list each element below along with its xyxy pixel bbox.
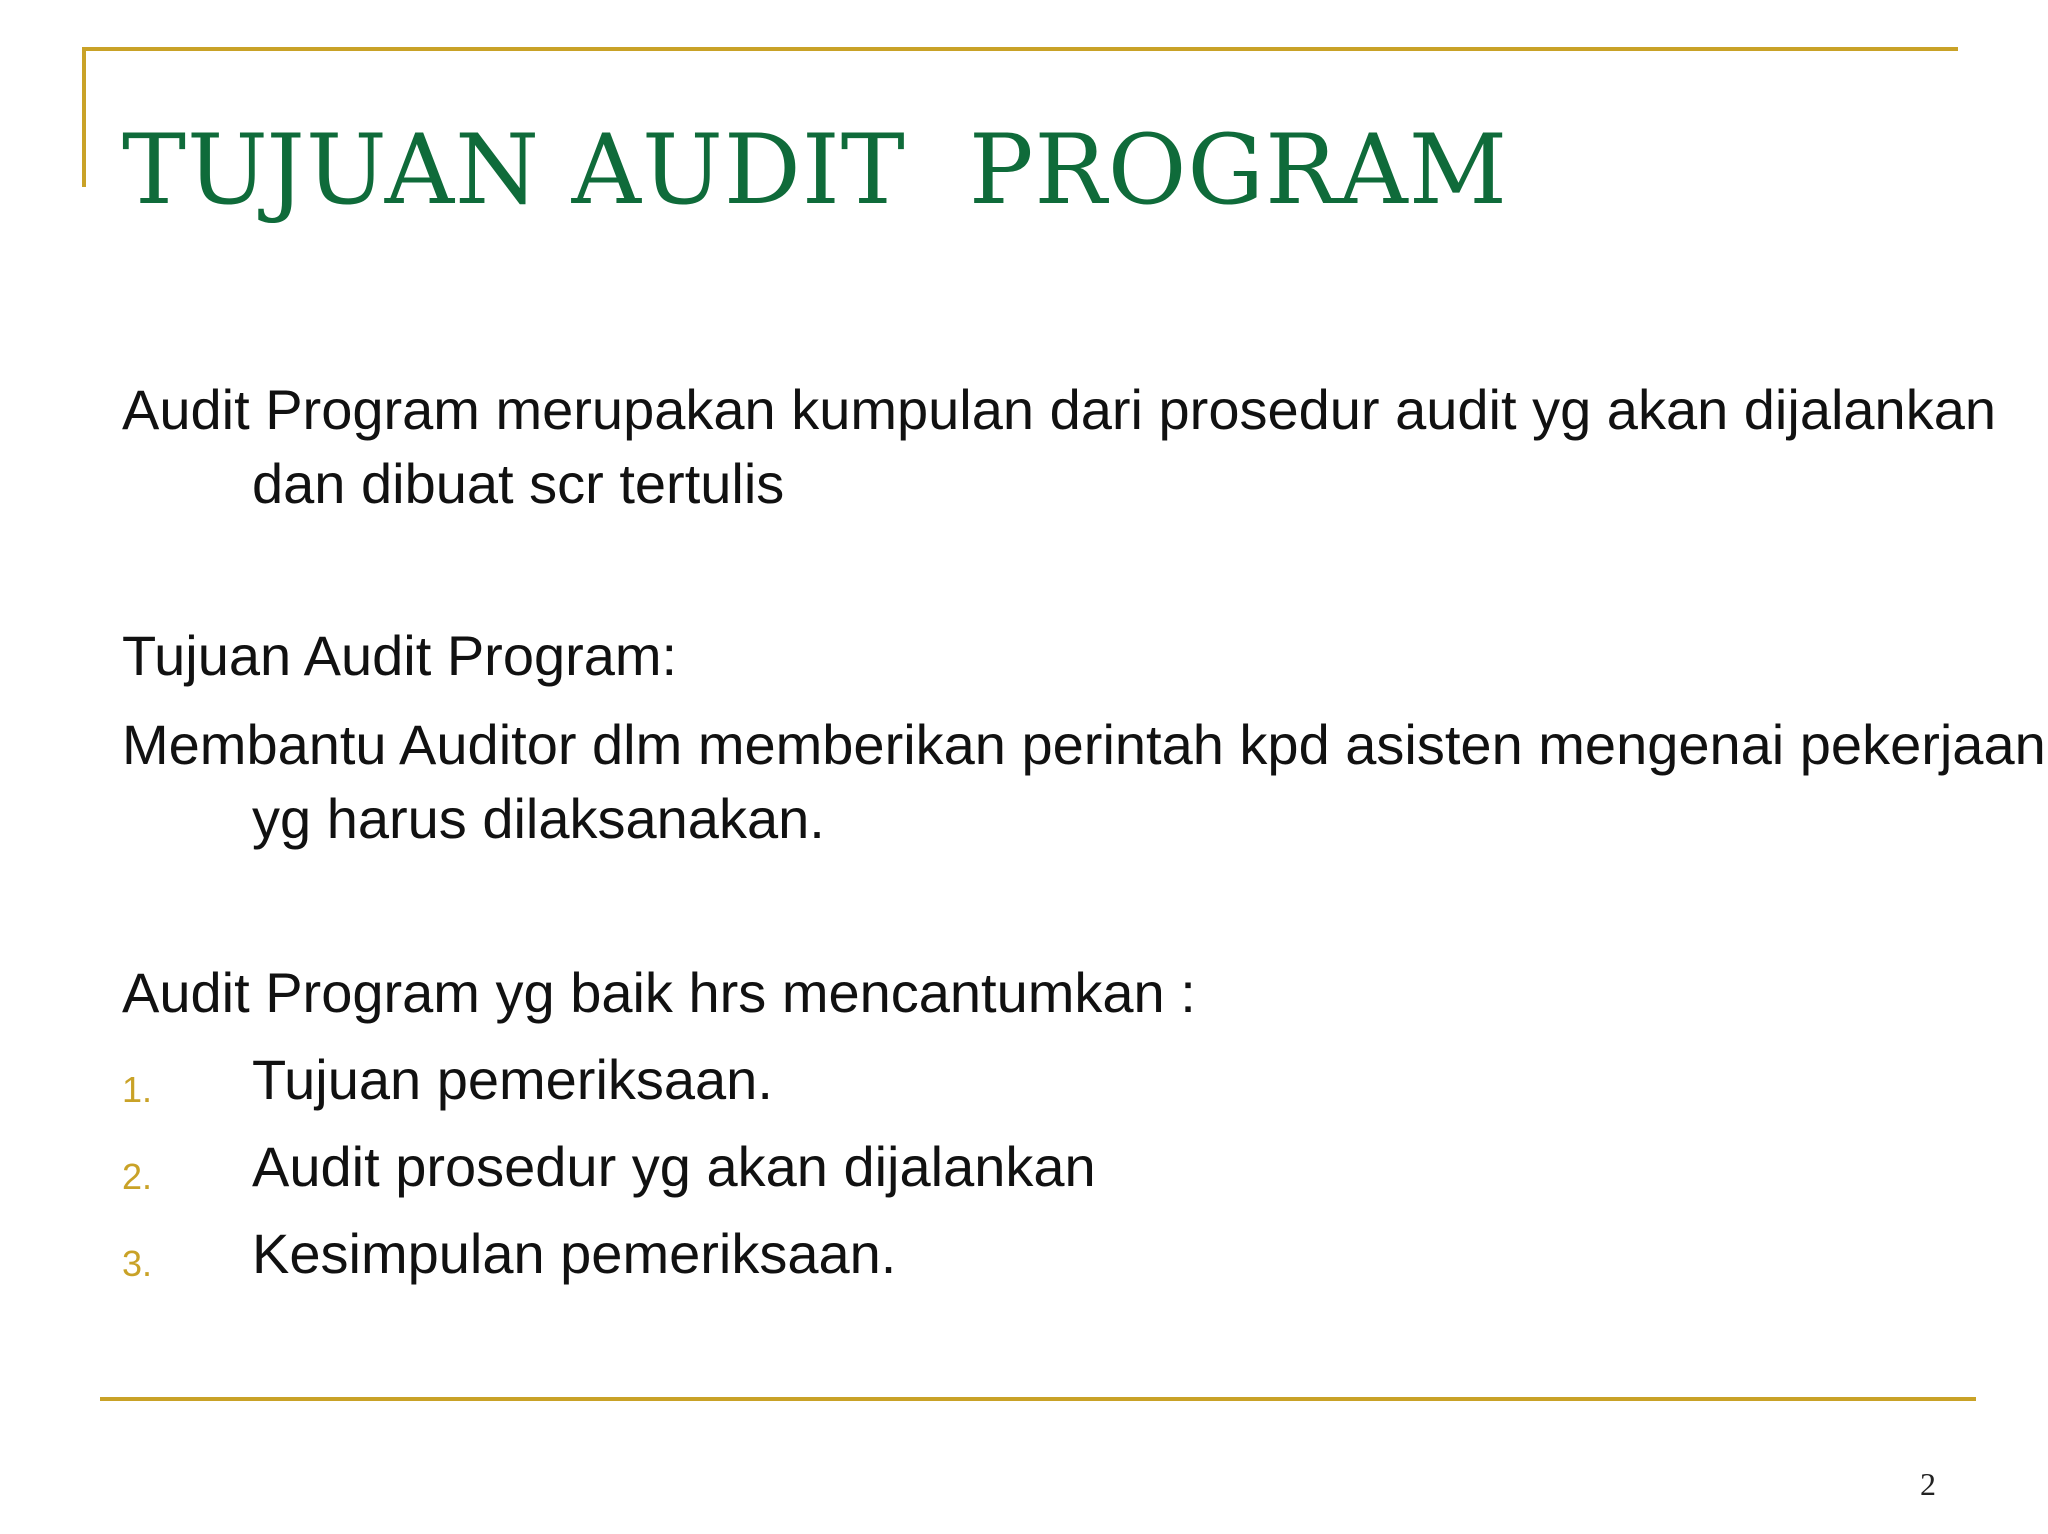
list-item-text: Kesimpulan pemeriksaan. <box>252 1222 897 1285</box>
list-number: 3. <box>122 1243 153 1284</box>
frame-top-rule <box>82 47 1958 51</box>
frame-bottom-rule <box>100 1397 1976 1401</box>
definition-paragraph: Audit Program merupakan kumpulan dari prosedur audit yg akan dijalankan dan dibuat scr tertulis <box>122 378 1996 515</box>
list-item <box>122 1130 1962 1204</box>
list-item-text: Tujuan pemeriksaan. <box>252 1048 773 1111</box>
purpose-paragraph: Membantu Auditor dlm memberikan perintah kpd asisten mengenai pekerjaan yg harus dilaksanakan. <box>122 713 2046 850</box>
list-item <box>122 1043 1962 1117</box>
list-number: 2. <box>122 1156 153 1197</box>
purpose-heading: Tujuan Audit Program: <box>122 624 678 687</box>
frame-left-rule <box>82 47 86 187</box>
list-intro: Audit Program yg baik hrs mencantumkan : <box>122 961 1196 1024</box>
list-number: 1. <box>122 1069 153 1110</box>
list-item-text: Audit prosedur yg akan dijalankan <box>252 1135 1096 1198</box>
list-item <box>122 1217 1962 1291</box>
slide-title: TUJUAN AUDIT PROGRAM <box>122 114 1508 226</box>
page-number: 2 <box>1920 1466 1936 1502</box>
